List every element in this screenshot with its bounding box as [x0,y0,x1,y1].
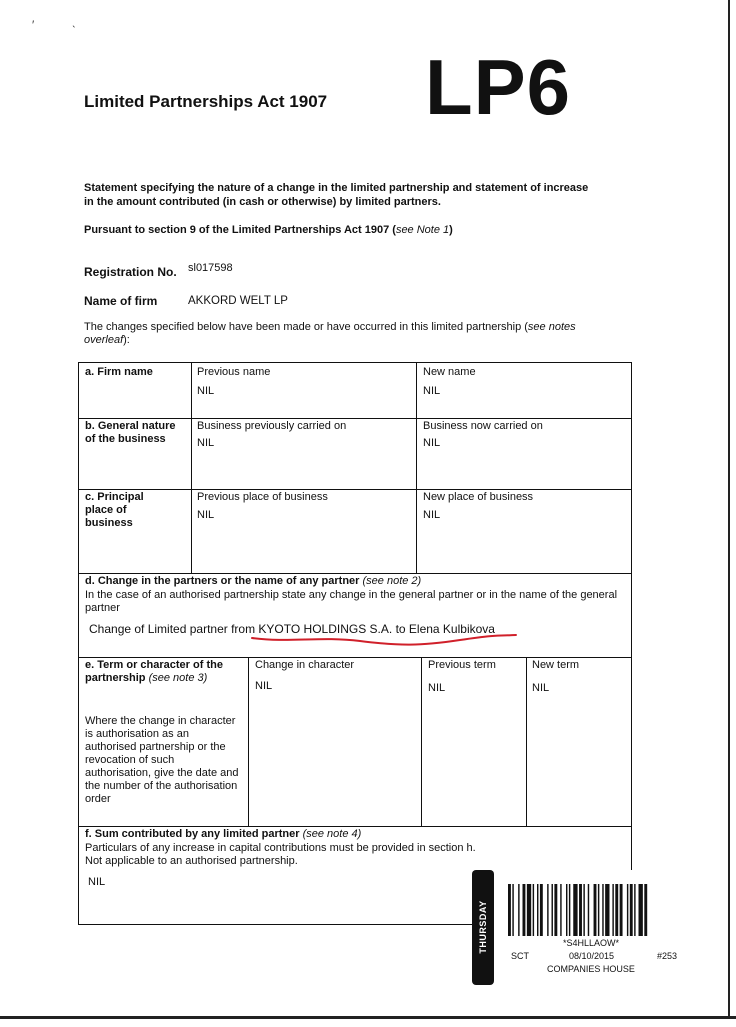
section-b-label: b. General nature of the business [85,420,176,445]
barcode-bar [639,884,643,936]
section-e-character-cell [248,657,422,827]
place-new-value: NIL [423,509,441,521]
place-previous-value: NIL [197,509,215,521]
barcode-bar [579,884,582,936]
new-term-value: NIL [532,682,550,694]
barcode-bar [630,884,633,936]
barcode-bar [554,884,557,936]
barcode-bar [583,884,584,936]
previous-term-label: Previous term [428,659,496,671]
firm-name-label: Name of firm [84,294,158,308]
page-edge-bottom [0,1016,736,1019]
section-c-label: c. Principal place of business [85,491,144,529]
stamp-date: 08/10/2015 [569,951,615,961]
section-d-label: d. Change in the partners or the name of any partner (see note 2) [85,575,422,587]
red-underline-annotation [250,632,520,652]
barcode-bar [588,884,589,936]
scan-mark: ′ [32,18,35,32]
previous-name-label: Previous name [197,366,271,378]
section-f-label: f. Sum contributed by any limited partner (see note 4) [85,828,362,840]
barcode-bar [537,884,538,936]
page-edge-right [728,0,730,1018]
stamp-office: COMPANIES HOUSE [547,964,635,974]
barcode-bar [508,884,511,936]
section-f-right-border [631,826,632,870]
barcode-bar [527,884,531,936]
barcode-bar [512,884,513,936]
barcode-bar [615,884,618,936]
barcode-bar [560,884,561,936]
section-f-bottom-border [78,924,473,925]
section-f-value: NIL [88,876,106,888]
partner-change-value: Change of Limited partner from KYOTO HOLDINGS S.A. to Elena Kulbikova [89,622,495,636]
new-name-label: New name [423,366,476,378]
barcode-bar [644,884,647,936]
section-e-label: e. Term or character of the partnership (see note 3) [85,659,223,684]
act-title: Limited Partnerships Act 1907 [84,92,328,111]
barcode-bar [533,884,534,936]
barcode-bar [594,884,597,936]
registration-label: Registration No. [84,265,177,279]
new-name-value: NIL [423,385,441,397]
business-now-label: Business now carried on [423,420,543,432]
registration-number: sl017598 [188,262,233,274]
change-in-character-label: Change in character [255,659,355,671]
stamp-prefix: SCT [511,951,529,961]
form-code: LP6 [425,43,572,131]
new-term-label: New term [532,659,580,671]
barcode-bar [547,884,548,936]
pursuant-text: Pursuant to section 9 of the Limited Partnerships Act 1907 (see Note 1) [84,224,453,236]
previous-name-value: NIL [197,385,215,397]
barcode-bar [552,884,553,936]
barcode-bar [518,884,519,936]
section-f-left-border [78,826,79,925]
changes-intro: The changes specified below have been made or have occurred in this limited partnership (see notes overleaf): [84,321,576,346]
barcode-bar [569,884,570,936]
stamp-number: #253 [657,951,678,961]
barcode-bar [602,884,603,936]
section-f-instruction-1: Particulars of any increase in capital contributions must be provided in section h. [85,842,476,854]
section-d-instruction: In the case of an authorised partnership state any change in the general partner or in the name of the general partner [85,589,618,614]
barcode-code: *S4HLLAOW* [563,938,620,948]
barcode-bar [598,884,599,936]
barcode-bar [620,884,623,936]
previous-term-value: NIL [428,682,446,694]
business-previous-value: NIL [197,437,215,449]
business-previous-label: Business previously carried on [197,420,347,432]
section-f-instruction-2: Not applicable to an authorised partnership. [85,855,298,867]
barcode-bar [627,884,628,936]
change-in-character-value: NIL [255,680,273,692]
weekday-label: THURSDAY [478,900,488,954]
statement-text: Statement specifying the nature of a change in the limited partnership and statement of increase in the amount contributed (in cash or otherwise) by limited partners. [84,182,589,208]
section-e-instruction: Where the change in character is authorisation as an authorised partnership or the revocation of such authorisation, give the date and the number of the authorisation order [85,715,239,805]
barcode-bar [605,884,609,936]
barcode-bar [573,884,577,936]
barcode-bar [566,884,567,936]
barcode [508,884,684,936]
business-now-value: NIL [423,437,441,449]
place-previous-label: Previous place of business [197,491,328,503]
barcode-bar [634,884,635,936]
barcode-bar [523,884,526,936]
barcode-bar [612,884,613,936]
barcode-bar [540,884,543,936]
place-new-label: New place of business [423,491,534,503]
firm-name-value: AKKORD WELT LP [188,295,288,307]
section-a-label: a. Firm name [85,366,153,378]
scan-mark: ˎ [72,14,76,28]
